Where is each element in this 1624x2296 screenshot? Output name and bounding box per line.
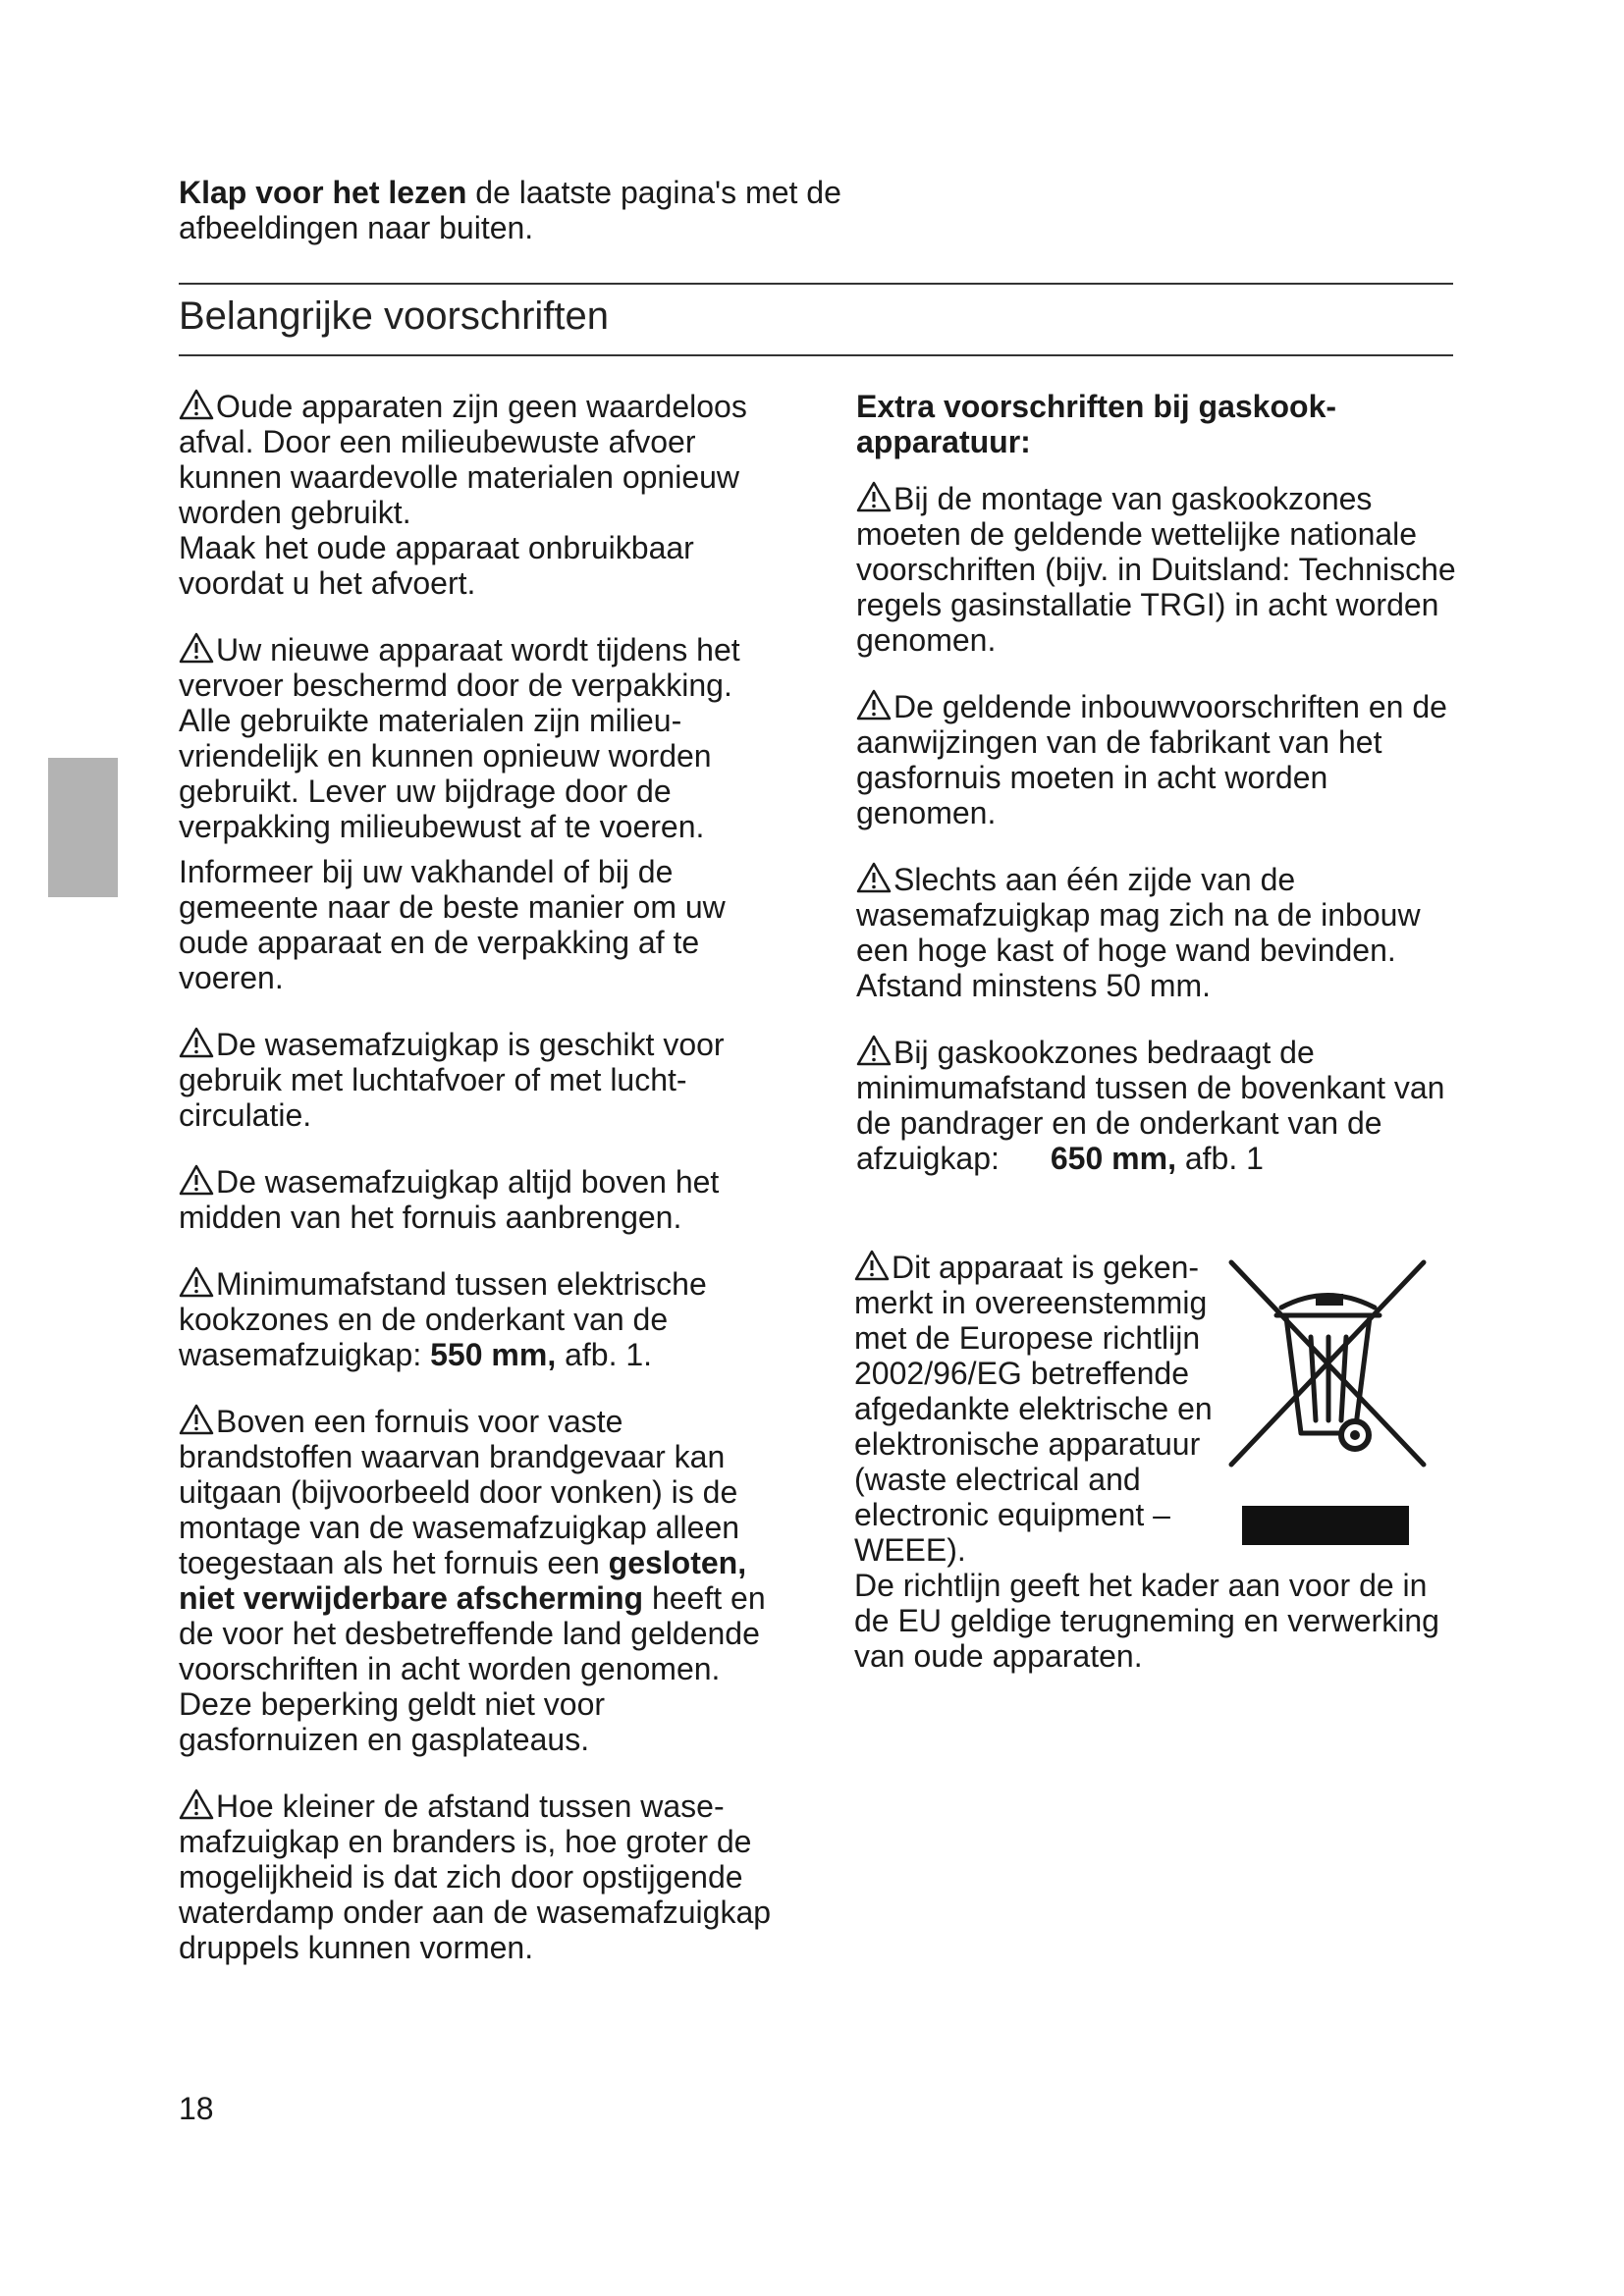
- right-column: [856, 389, 1460, 1207]
- warning-icon: [856, 862, 892, 893]
- warning-paragraph: Minimumafstand tussen elektrische kookzones en de onderkant van de wasemafzuigkap: 550 mm, afb. 1.: [179, 1266, 707, 1372]
- language-tab-marker: [48, 758, 118, 897]
- warning-paragraph: Oude apparaten zijn geen waardeloos afval. Door een milieubewuste afvoer kunnen waardevolle materialen opnieuw worden gebruikt.: [179, 389, 747, 530]
- weee-black-bar: [1242, 1506, 1409, 1545]
- title-rule-bottom: [179, 354, 1453, 356]
- warning-paragraph: Slechts aan één zijde van de wasemafzuigkap mag zich na de inbouw een hoge kast of hoge wand bevinden. Afstand minstens 50 mm.: [856, 862, 1421, 1003]
- intro-rest: de laatste pagina's met de afbeeldingen naar buiten.: [179, 175, 841, 245]
- warning-icon: [179, 1164, 214, 1196]
- warning-icon: [179, 1027, 214, 1058]
- warning-paragraph: Uw nieuwe apparaat wordt tijdens het vervoer beschermd door de verpakking. Alle gebruikte materialen zijn milieu-vriendelijk en kunnen opnieuw worden gebruikt. Lever uw bijdrage door de verpakking milieubewust af te voeren.: [179, 632, 740, 844]
- title-rule-top: [179, 283, 1453, 285]
- warning-icon: [856, 1035, 892, 1066]
- intro-note: [179, 175, 866, 245]
- warning-paragraph: De wasemafzuigkap altijd boven het midden van het fornuis aanbrengen.: [179, 1164, 720, 1235]
- warning-icon: [854, 1250, 890, 1281]
- page-title: Belangrijke voorschriften: [179, 294, 609, 338]
- intro-bold: Klap voor het lezen: [179, 175, 467, 210]
- warning-icon: [179, 1404, 214, 1435]
- page-number: 18: [179, 2091, 214, 2126]
- warning-paragraph: Boven een fornuis voor vaste brandstoffen waarvan brandgevaar kan uitgaan (bijvoorbeeld door vonken) is de montage van de wasemafzuigkap alleen toegestaan als het fornuis een gesloten, niet verwijderbare afscherming heeft en de voor het desbetreffende land geldende voorschriften in acht worden genomen. Deze beperking geldt niet voor gasfornuizen en gasplateaus.: [179, 1404, 766, 1757]
- warning-icon: [179, 1789, 214, 1820]
- warning-icon: [856, 481, 892, 512]
- warning-paragraph: De geldende inbouwvoorschriften en de aanwijzingen van de fabrikant van het gasfornuis moeten in acht worden genomen.: [856, 689, 1447, 830]
- section-heading: Extra voorschriften bij gaskook-apparatuur:: [856, 389, 1337, 459]
- weee-crossed-bin-icon: [1227, 1258, 1429, 1469]
- warning-icon: [856, 689, 892, 721]
- paragraph: Maak het oude apparaat onbruikbaar voordat u het afvoert.: [179, 530, 694, 601]
- warning-paragraph: Hoe kleiner de afstand tussen wase-mafzuigkap en branders is, hoe groter de mogelijkheid is dat zich door opstijgende waterdamp onder aan de wasemafzuigkap druppels kunnen vormen.: [179, 1789, 772, 1965]
- warning-paragraph: Bij gaskookzones bedraagt de minimumafstand tussen de bovenkant van de pandrager en de onderkant van de afzuigkap: 650 mm, afb. 1: [856, 1035, 1445, 1176]
- warning-icon: [179, 632, 214, 664]
- paragraph: De richtlijn geeft het kader aan voor de in de EU geldige terugneming en verwerking van oude apparaten.: [854, 1568, 1439, 1674]
- warning-icon: [179, 1266, 214, 1298]
- warning-paragraph: Bij de montage van gaskookzones moeten de geldende wettelijke nationale voorschriften (bijv. in Duitsland: Technische regels gasinstallatie TRGI) in acht worden genomen.: [856, 481, 1456, 658]
- warning-paragraph: De wasemafzuigkap is geschikt voor gebruik met luchtafvoer of met lucht-circulatie.: [179, 1027, 725, 1133]
- warning-icon: [179, 389, 214, 420]
- warning-paragraph: Dit apparaat is geken-merkt in overeenstemmig met de Europese richtlijn 2002/96/EG betreffende afgedankte elektrische en elektronische apparatuur (waste electrical and electronic equipment – WEEE).: [854, 1250, 1213, 1568]
- paragraph: Informeer bij uw vakhandel of bij de gemeente naar de beste manier om uw oude apparaat en de verpakking af te voeren.: [179, 854, 726, 995]
- left-column: [179, 389, 778, 1997]
